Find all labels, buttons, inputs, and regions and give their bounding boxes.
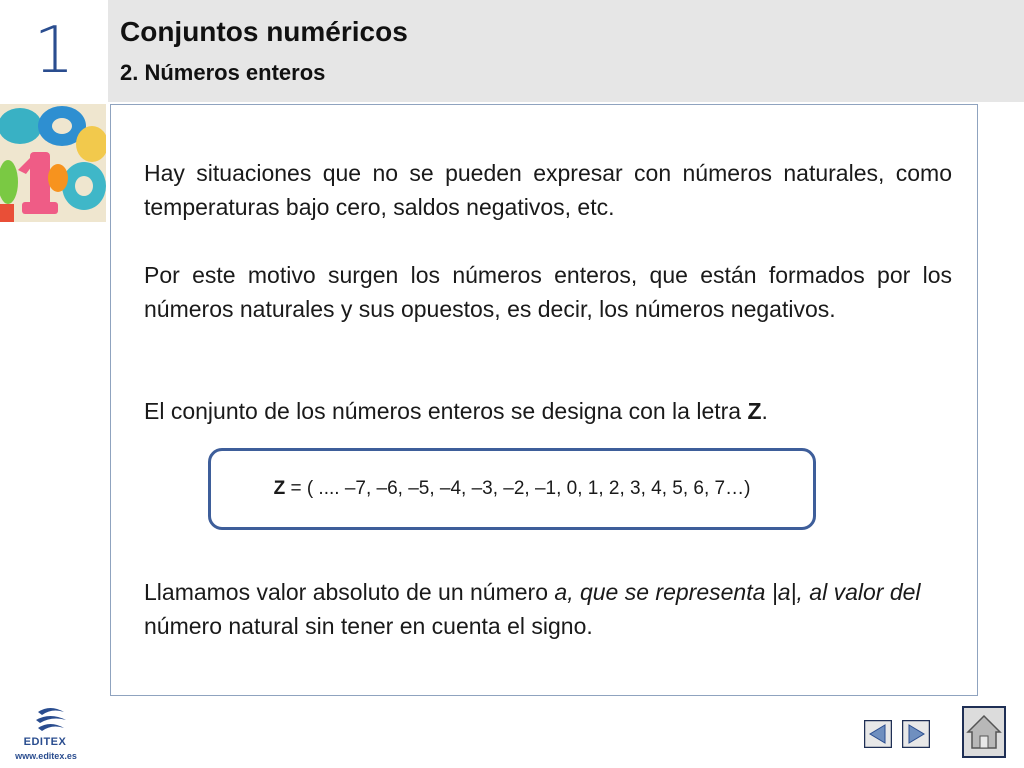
absolute-value-text-c: número natural sin tener en cuenta el signo. — [144, 613, 593, 639]
set-letter: Z — [747, 398, 762, 424]
home-button[interactable] — [962, 706, 1006, 758]
brand-name: EDITEX — [23, 736, 67, 748]
set-symbol: Z — [273, 478, 286, 499]
brand-url[interactable]: www.editex.es — [15, 751, 77, 761]
absolute-value-paragraph — [144, 575, 952, 643]
set-letter-paragraph — [144, 394, 952, 428]
page-subtitle: 2. Números enteros — [120, 60, 326, 85]
intro-paragraph: Hay situaciones que no se pueden expresar con números naturales, como temperaturas bajo cero, saldos negativos, etc. — [144, 160, 952, 220]
integer-set-box — [208, 448, 816, 530]
next-slide-button[interactable] — [902, 720, 930, 748]
home-icon — [962, 706, 1006, 758]
arrow-left-icon — [864, 720, 892, 748]
absolute-value-text-a: Llamamos valor absoluto de un número — [144, 579, 555, 605]
arrow-right-icon — [902, 720, 930, 748]
set-definition: = ( .... –7, –6, –5, –4, –3, –2, –1, 0, 1, 2, 3, 4, 5, 6, 7…) — [285, 478, 751, 499]
set-letter-text: El conjunto de los números enteros se designa con la letra — [144, 398, 748, 424]
previous-slide-button[interactable] — [864, 720, 892, 748]
definition-paragraph: Por este motivo surgen los números enteros, que están formados por los números naturales y sus opuestos, es decir, los números negativos. — [144, 262, 952, 322]
decorative-numbers-image — [0, 104, 106, 222]
page-title: Conjuntos numéricos — [120, 16, 408, 47]
chapter-number: 1 — [33, 14, 75, 88]
set-letter-period: . — [761, 398, 768, 424]
absolute-value-text-italic: a, que se representa |a|, al valor del — [554, 579, 921, 605]
